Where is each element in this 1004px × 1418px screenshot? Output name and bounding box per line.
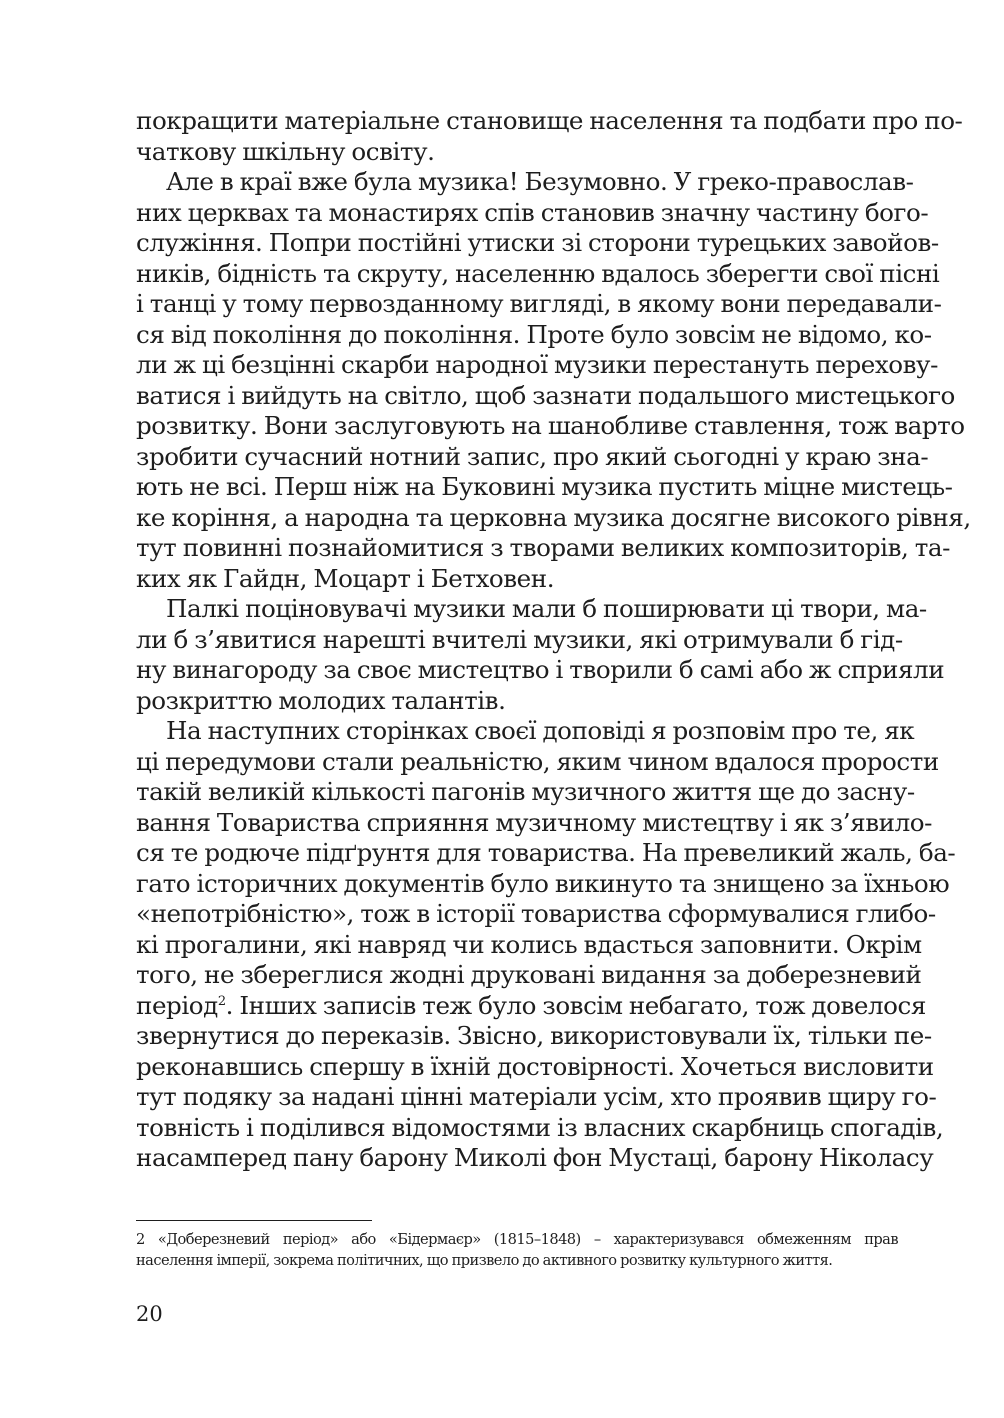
text-line: кі прогалини, які навряд чи колись вдасться заповнити. Окрім <box>136 929 922 959</box>
footnote-line: населення імперії, зокрема політичних, що призвело до активного розвитку культурного життя. <box>136 1252 833 1269</box>
text-line: насамперед пану барону Миколі фон Мустаці, барону Ніколасу <box>136 1143 934 1172</box>
text-line-with-footnote <box>136 990 926 1022</box>
footnote-divider <box>136 1220 372 1221</box>
footnote <box>136 1229 898 1271</box>
text-line: ли ж ці безцінні скарби народної музики перестануть перехову- <box>136 350 938 379</box>
text-line: розвитку. Вони заслуговують на шанобливе ставлення, тож варто <box>136 411 965 440</box>
text-line: розкриттю молодих талантів. <box>136 685 506 715</box>
text-line: ли б з’явитися нарешті вчителі музики, які отримували б гід- <box>136 624 903 654</box>
text-line: служіння. Попри постійні утиски зі сторони турецьких завойов- <box>136 228 939 257</box>
text-line: тут подяку за надані цінні матеріали усім, хто проявив щиру го- <box>136 1082 937 1111</box>
text-line: звернутися до переказів. Звісно, використовували їх, тільки пе- <box>136 1021 932 1050</box>
text-line: ну винагороду за своє мистецтво і творили б самі або ж сприяли <box>136 655 945 684</box>
text-line: ся те родюче підґрунтя для товариства. На превеликий жаль, ба- <box>136 838 956 867</box>
text-line: них церквах та монастирях спів становив значну частину бого- <box>136 197 929 227</box>
text-line: і танці у тому первозданному вигляді, в якому вони передавали- <box>136 289 942 318</box>
text-line: того, не збереглися жодні друковані видання за доберезневий <box>136 960 922 989</box>
text-line: реконавшись спершу в їхній достовірності. Хочеться висловити <box>136 1051 934 1081</box>
text-line: товність і поділився відомостями із власних скарбниць спогадів, <box>136 1112 944 1142</box>
text-fragment: . Інших записів теж було зовсім небагато, тож довелося <box>225 990 926 1020</box>
text-line: Палкі поціновувачі музики мали б поширювати ці твори, ма- <box>166 594 927 623</box>
text-fragment: період <box>136 990 218 1020</box>
text-line: вання Товариства сприяння музичному мистецтву і як з’явило- <box>136 807 932 837</box>
text-line: ці передумови стали реальністю, яким чином вдалося прорости <box>136 746 939 776</box>
main-text <box>136 106 971 1174</box>
text-line: «непотрібністю», тож в історії товариства сформувалися глибо- <box>136 899 936 928</box>
text-line: ють не всі. Перш ніж на Буковині музика пустить міцне мистець- <box>136 472 953 501</box>
text-line: покращити матеріальне становище населення та подбати про по- <box>136 106 963 135</box>
text-line: Але в краї вже була музика! Безумовно. У греко-православ- <box>166 167 914 196</box>
text-line: зробити сучасний нотний запис, про який сьогодні у краю зна- <box>136 441 929 471</box>
text-line: тут повинні познайомитися з творами великих композиторів, та- <box>136 533 950 562</box>
text-line: такій великій кількості пагонів музичного життя ще до засну- <box>136 777 915 806</box>
text-line: ке коріння, а народна та церковна музика досягне високого рівня, <box>136 502 971 532</box>
text-line: ся від покоління до покоління. Проте було зовсім не відомо, ко- <box>136 319 932 349</box>
text-line: ватися і вийдуть на світло, щоб зазнати подальшого мистецького <box>136 380 955 410</box>
footnote-line: 2 «Доберезневий період» або «Бідермаєр» (1815–1848) – характеризувався обмеженням прав <box>136 1231 898 1248</box>
text-line: На наступних сторінках своєї доповіді я розповім про те, як <box>166 716 915 745</box>
footnote-reference[interactable]: 2 <box>217 993 226 1009</box>
text-line: ких як Гайдн, Моцарт і Бетховен. <box>136 563 555 593</box>
page-number: 20 <box>136 1302 163 1326</box>
text-line: гато історичних документів було викинуто та знищено за їхньою <box>136 868 950 898</box>
text-line: ників, бідність та скруту, населенню вдалось зберегти свої пісні <box>136 258 940 288</box>
text-line: чаткову шкільну освіту. <box>136 136 435 166</box>
